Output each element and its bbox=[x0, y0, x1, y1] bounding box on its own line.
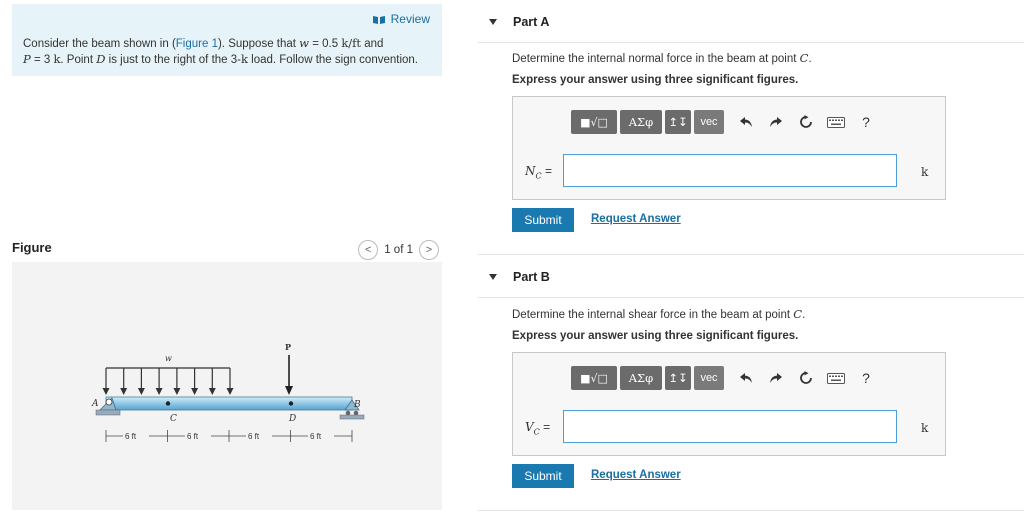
problem-text-4: and bbox=[361, 38, 384, 50]
greek-symbols-button[interactable]: ΑΣφ bbox=[620, 366, 662, 390]
part-b-question-text: Determine the internal shear force in the beam at point bbox=[512, 309, 794, 321]
figure-link[interactable]: Figure 1 bbox=[175, 38, 218, 50]
reset-icon[interactable] bbox=[791, 366, 821, 390]
part-a-question-text: Determine the internal normal force in the beam at point bbox=[512, 53, 800, 65]
b-label: B bbox=[354, 400, 361, 410]
part-a-var: N bbox=[525, 164, 536, 178]
w-unit: k/ft bbox=[341, 36, 362, 50]
part-a-request-answer-link[interactable]: Request Answer bbox=[591, 213, 681, 225]
greek-symbols-button[interactable]: ΑΣφ bbox=[620, 110, 662, 134]
keyboard-icon[interactable] bbox=[821, 110, 851, 134]
figure-heading: Figure bbox=[12, 240, 52, 255]
figure-area bbox=[12, 262, 442, 510]
problem-text bbox=[23, 36, 438, 68]
book-icon bbox=[372, 14, 386, 24]
part-b-unit: k bbox=[921, 421, 929, 435]
part-a-instruction: Express your answer using three significant figures. bbox=[512, 74, 799, 86]
point-c bbox=[166, 401, 170, 405]
templates-button[interactable]: ■√□ bbox=[571, 366, 617, 390]
part-b-request-answer-link[interactable]: Request Answer bbox=[591, 469, 681, 481]
part-a-variable-label bbox=[525, 164, 552, 180]
load-arrow bbox=[156, 368, 163, 395]
vector-button[interactable]: vec bbox=[694, 366, 724, 390]
problem-text-1: Consider the beam shown in ( bbox=[23, 38, 176, 50]
part-a-question-end: . bbox=[808, 53, 812, 65]
part-b-sub: C bbox=[533, 427, 540, 437]
load-arrow bbox=[138, 368, 145, 395]
redo-icon[interactable] bbox=[761, 110, 791, 134]
dim-3: 6 ft bbox=[248, 432, 260, 441]
bottom-divider bbox=[478, 510, 1024, 511]
part-b-top-divider bbox=[478, 254, 1024, 255]
d-symbol: D bbox=[96, 52, 106, 66]
undo-icon[interactable] bbox=[731, 110, 761, 134]
p-symbol: P bbox=[23, 52, 31, 66]
part-b-header[interactable] bbox=[478, 257, 1024, 297]
beam-diagram bbox=[12, 262, 442, 510]
redo-icon[interactable] bbox=[761, 366, 791, 390]
problem-text-7: is just to the right of the 3- bbox=[105, 54, 241, 66]
problem-text-3: = 0.5 bbox=[309, 38, 342, 50]
d-label: D bbox=[289, 414, 297, 424]
help-icon[interactable]: ? bbox=[862, 370, 870, 386]
part-a-answer-input[interactable] bbox=[563, 154, 897, 187]
collapse-part-a-icon[interactable] bbox=[489, 19, 497, 25]
problem-text-2: ). Suppose that bbox=[217, 38, 300, 50]
part-b-point: C bbox=[793, 307, 803, 321]
w-label: w bbox=[165, 354, 172, 363]
review-label: Review bbox=[390, 12, 430, 26]
part-a-submit-button[interactable]: Submit bbox=[512, 208, 574, 232]
part-a-toolbar bbox=[571, 109, 881, 135]
part-a-title: Part A bbox=[513, 15, 550, 29]
collapse-part-b-icon[interactable] bbox=[489, 274, 497, 280]
figure-pager bbox=[358, 240, 439, 260]
c-label: C bbox=[170, 414, 177, 424]
problem-statement bbox=[12, 4, 442, 76]
part-b-question-end: . bbox=[802, 309, 806, 321]
distributed-load-arrows bbox=[103, 368, 234, 395]
w-symbol: w bbox=[299, 36, 310, 50]
review-link[interactable] bbox=[372, 12, 430, 26]
part-a-divider bbox=[478, 42, 1024, 43]
next-figure-button[interactable]: > bbox=[419, 240, 439, 260]
part-b-question bbox=[512, 307, 805, 321]
a-label: A bbox=[92, 399, 99, 409]
part-a-point: C bbox=[799, 51, 809, 65]
part-b-answer-box bbox=[512, 352, 946, 456]
part-b-eq: = bbox=[539, 420, 551, 434]
templates-button[interactable]: ■√□ bbox=[571, 110, 617, 134]
pager-label: 1 of 1 bbox=[384, 244, 413, 256]
part-b-title: Part B bbox=[513, 270, 550, 284]
load-arrow bbox=[191, 368, 198, 395]
load-arrow bbox=[227, 368, 234, 395]
reset-icon[interactable] bbox=[791, 110, 821, 134]
k-unit: k bbox=[240, 52, 248, 66]
part-b-submit-button[interactable]: Submit bbox=[512, 464, 574, 488]
part-b-variable-label bbox=[525, 420, 550, 436]
problem-text-8: load. Follow the sign convention. bbox=[247, 54, 418, 66]
load-arrow bbox=[120, 368, 127, 395]
load-arrow bbox=[103, 368, 110, 395]
vector-button[interactable]: vec bbox=[694, 110, 724, 134]
beam bbox=[106, 397, 352, 410]
p-label: P bbox=[285, 342, 292, 352]
part-a-eq: = bbox=[541, 164, 552, 178]
help-icon[interactable]: ? bbox=[862, 114, 870, 130]
part-a-sub: C bbox=[535, 171, 542, 181]
point-load-arrow bbox=[285, 355, 293, 395]
load-arrow bbox=[209, 368, 216, 395]
part-b-var: V bbox=[525, 420, 534, 434]
part-a-question bbox=[512, 51, 812, 65]
load-arrow bbox=[173, 368, 180, 395]
dim-2: 6 ft bbox=[187, 432, 199, 441]
prev-figure-button[interactable]: < bbox=[358, 240, 378, 260]
right-panel bbox=[478, 0, 1024, 514]
part-b-toolbar bbox=[571, 365, 881, 391]
part-a-unit: k bbox=[921, 165, 929, 179]
point-d bbox=[289, 401, 293, 405]
part-b-divider bbox=[478, 297, 1024, 298]
arrows-button[interactable]: ↥↧ bbox=[665, 366, 691, 390]
part-a-header[interactable] bbox=[478, 2, 1024, 42]
arrows-button[interactable]: ↥↧ bbox=[665, 110, 691, 134]
problem-text-6: . Point bbox=[60, 54, 97, 66]
undo-icon[interactable] bbox=[731, 366, 761, 390]
p-unit: k bbox=[53, 52, 61, 66]
dim-1: 6 ft bbox=[125, 432, 137, 441]
keyboard-icon[interactable] bbox=[821, 366, 851, 390]
part-a-answer-box bbox=[512, 96, 946, 200]
dim-4: 6 ft bbox=[310, 432, 322, 441]
part-b-answer-input[interactable] bbox=[563, 410, 897, 443]
part-b-instruction: Express your answer using three significant figures. bbox=[512, 330, 799, 342]
left-panel bbox=[0, 0, 447, 514]
problem-text-5: = 3 bbox=[30, 54, 54, 66]
